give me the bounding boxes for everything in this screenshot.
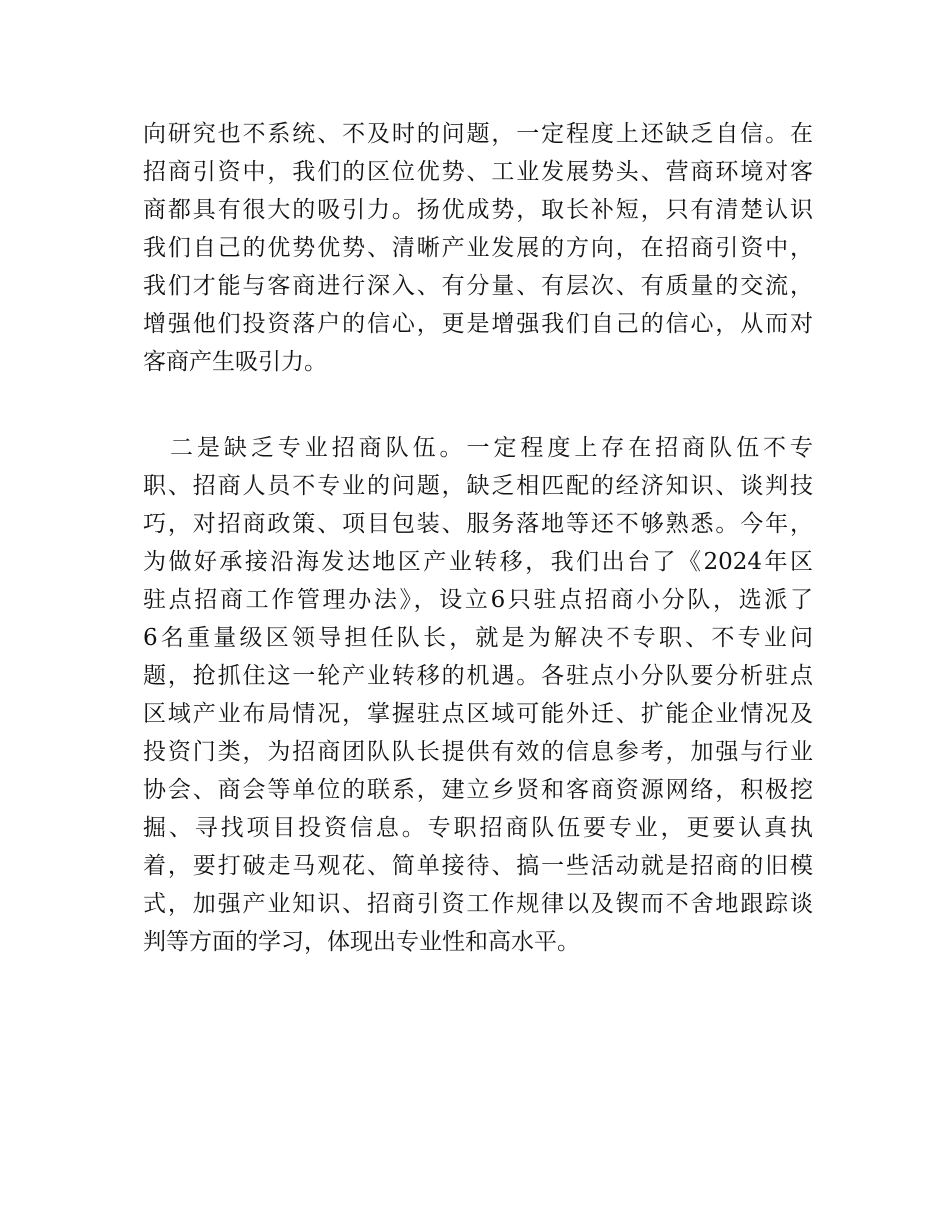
paragraph-line: 驻点招商工作管理办法》，设立6只驻点招商小分队，选派了 (143, 587, 813, 613)
paragraph-line: 向研究也不系统、不及时的问题，一定程度上还缺乏自信。在 (143, 121, 813, 147)
paragraph-2 (143, 429, 813, 961)
paragraph-line: 式，加强产业知识、招商引资工作规律以及锲而不舍地跟踪谈 (143, 891, 813, 917)
paragraph-line: 巧，对招商政策、项目包装、服务落地等还不够熟悉。今年， (143, 511, 813, 537)
paragraph-line: 我们自己的优势优势、清晰产业发展的方向，在招商引资中， (143, 235, 813, 261)
paragraph-line: 为做好承接沿海发达地区产业转移，我们出台了《2024年区 (143, 549, 813, 575)
paragraph-line: 掘、寻找项目投资信息。专职招商队伍要专业，更要认真执 (143, 815, 813, 841)
paragraph-line: 着，要打破走马观花、简单接待、搞一些活动就是招商的旧模 (143, 853, 813, 879)
paragraph-line: 客商产生吸引力。 (143, 349, 327, 375)
paragraph-line: 题，抢抓住这一轮产业转移的机遇。各驻点小分队要分析驻点 (143, 663, 813, 689)
paragraph-line: 职、招商人员不专业的问题，缺乏相匹配的经济知识、谈判技 (143, 473, 813, 499)
paragraph-line: 区域产业布局情况，掌握驻点区域可能外迁、扩能企业情况及 (143, 701, 813, 727)
paragraph-line: 投资门类，为招商团队队长提供有效的信息参考，加强与行业 (143, 739, 813, 765)
paragraph-line: 判等方面的学习，体现出专业性和高水平。 (143, 929, 580, 955)
paragraph-line: 6名重量级区领导担任队长，就是为解决不专职、不专业问 (143, 625, 813, 651)
paragraph-line: 我们才能与客商进行深入、有分量、有层次、有质量的交流， (143, 273, 813, 299)
paragraph-line: 招商引资中，我们的区位优势、工业发展势头、营商环境对客 (143, 159, 813, 185)
paragraph-line: 商都具有很大的吸引力。扬优成势，取长补短，只有清楚认识 (143, 197, 813, 223)
paragraph-line: 二是缺乏专业招商队伍。一定程度上存在招商队伍不专 (143, 435, 813, 461)
paragraph-1 (143, 115, 813, 381)
paragraph-line: 增强他们投资落户的信心，更是增强我们自己的信心，从而对 (143, 311, 813, 337)
paragraph-line: 协会、商会等单位的联系，建立乡贤和客商资源网络，积极挖 (143, 777, 813, 803)
